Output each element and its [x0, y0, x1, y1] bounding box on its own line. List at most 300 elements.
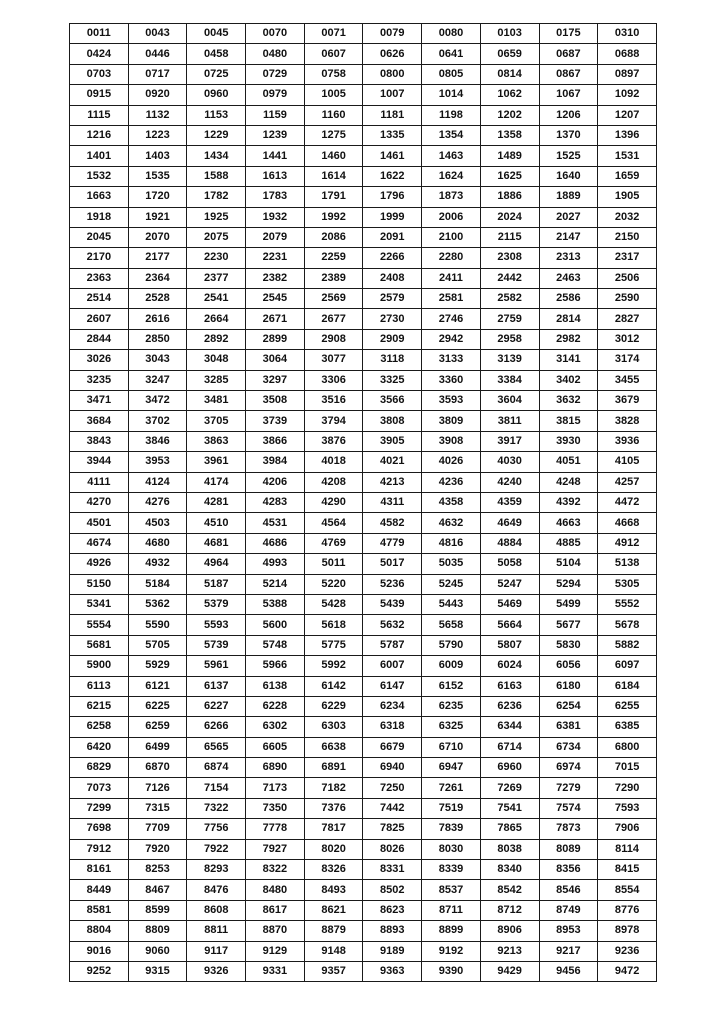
- table-cell: 7756: [187, 819, 246, 839]
- table-cell: 9252: [70, 961, 129, 981]
- table-cell: 2506: [598, 268, 657, 288]
- table-row: [70, 798, 657, 818]
- table-cell: 7873: [539, 819, 598, 839]
- table-row: [70, 961, 657, 981]
- table-cell: 3297: [246, 370, 305, 390]
- table-cell: 3306: [304, 370, 363, 390]
- table-cell: 4674: [70, 533, 129, 553]
- table-cell: 0867: [539, 64, 598, 84]
- table-cell: 4392: [539, 492, 598, 512]
- table-cell: 2579: [363, 289, 422, 309]
- table-cell: 2308: [480, 248, 539, 268]
- table-cell: 5362: [128, 594, 187, 614]
- table-cell: 2616: [128, 309, 187, 329]
- table-cell: 3026: [70, 350, 129, 370]
- table-cell: 4686: [246, 533, 305, 553]
- table-cell: 1401: [70, 146, 129, 166]
- table-cell: 3739: [246, 411, 305, 431]
- table-cell: 1791: [304, 187, 363, 207]
- table-cell: 6679: [363, 737, 422, 757]
- table-cell: 0729: [246, 64, 305, 84]
- table-cell: 4021: [363, 452, 422, 472]
- table-row: [70, 533, 657, 553]
- table-cell: 6121: [128, 676, 187, 696]
- table-cell: 1434: [187, 146, 246, 166]
- table-cell: 4359: [480, 492, 539, 512]
- table-cell: 2091: [363, 227, 422, 247]
- table-row: [70, 227, 657, 247]
- table-cell: 1925: [187, 207, 246, 227]
- table-cell: 1889: [539, 187, 598, 207]
- table-cell: 9016: [70, 941, 129, 961]
- table-cell: 3566: [363, 391, 422, 411]
- table-cell: 5058: [480, 554, 539, 574]
- table-cell: 5011: [304, 554, 363, 574]
- table-cell: 2664: [187, 309, 246, 329]
- table-cell: 8026: [363, 839, 422, 859]
- table-row: [70, 105, 657, 125]
- table-cell: 5341: [70, 594, 129, 614]
- table-cell: 2528: [128, 289, 187, 309]
- table-cell: 8811: [187, 921, 246, 941]
- table-cell: 6638: [304, 737, 363, 757]
- table-cell: 2671: [246, 309, 305, 329]
- table-cell: 6800: [598, 737, 657, 757]
- table-cell: 3794: [304, 411, 363, 431]
- table-cell: 2389: [304, 268, 363, 288]
- table-cell: 2899: [246, 329, 305, 349]
- table-cell: 5790: [422, 635, 481, 655]
- table-cell: 5748: [246, 635, 305, 655]
- table-row: [70, 921, 657, 941]
- table-cell: 0814: [480, 64, 539, 84]
- table-cell: 1198: [422, 105, 481, 125]
- table-cell: 5961: [187, 656, 246, 676]
- table-cell: 0641: [422, 44, 481, 64]
- table-cell: 4174: [187, 472, 246, 492]
- table-cell: 0043: [128, 24, 187, 44]
- table-cell: 6236: [480, 696, 539, 716]
- number-table: [69, 23, 657, 982]
- table-cell: 5830: [539, 635, 598, 655]
- table-row: [70, 717, 657, 737]
- table-cell: 0703: [70, 64, 129, 84]
- table-row: [70, 289, 657, 309]
- table-cell: 0758: [304, 64, 363, 84]
- table-cell: 9331: [246, 961, 305, 981]
- table-cell: 4681: [187, 533, 246, 553]
- table-cell: 0607: [304, 44, 363, 64]
- table-cell: 2115: [480, 227, 539, 247]
- table-cell: 7922: [187, 839, 246, 859]
- table-cell: 3866: [246, 431, 305, 451]
- table-row: [70, 554, 657, 574]
- table-cell: 2442: [480, 268, 539, 288]
- table-cell: 6318: [363, 717, 422, 737]
- table-row: [70, 125, 657, 145]
- table-cell: 4281: [187, 492, 246, 512]
- table-cell: 2541: [187, 289, 246, 309]
- table-row: [70, 391, 657, 411]
- table-cell: 1239: [246, 125, 305, 145]
- table-cell: 7906: [598, 819, 657, 839]
- table-cell: 6254: [539, 696, 598, 716]
- table-cell: 7593: [598, 798, 657, 818]
- table-cell: 7250: [363, 778, 422, 798]
- table-cell: 0688: [598, 44, 657, 64]
- table-cell: 8293: [187, 860, 246, 880]
- table-cell: 1873: [422, 187, 481, 207]
- table-cell: 4668: [598, 513, 657, 533]
- table-cell: 5305: [598, 574, 657, 594]
- table-row: [70, 737, 657, 757]
- table-cell: 1370: [539, 125, 598, 145]
- table-cell: 7015: [598, 758, 657, 778]
- table-cell: 5600: [246, 615, 305, 635]
- table-cell: 0687: [539, 44, 598, 64]
- table-row: [70, 268, 657, 288]
- table-cell: 1531: [598, 146, 657, 166]
- table-cell: 3141: [539, 350, 598, 370]
- table-cell: 9472: [598, 961, 657, 981]
- table-cell: 1062: [480, 85, 539, 105]
- table-cell: 3828: [598, 411, 657, 431]
- table-cell: 1275: [304, 125, 363, 145]
- table-cell: 2363: [70, 268, 129, 288]
- table-cell: 5439: [363, 594, 422, 614]
- table-cell: 7350: [246, 798, 305, 818]
- table-cell: 3705: [187, 411, 246, 431]
- table-cell: 0070: [246, 24, 305, 44]
- table-cell: 4124: [128, 472, 187, 492]
- table-cell: 1159: [246, 105, 305, 125]
- table-cell: 3953: [128, 452, 187, 472]
- table-cell: 6891: [304, 758, 363, 778]
- table-cell: 0071: [304, 24, 363, 44]
- table-cell: 6229: [304, 696, 363, 716]
- table-cell: 3118: [363, 350, 422, 370]
- table-cell: 6714: [480, 737, 539, 757]
- table-row: [70, 696, 657, 716]
- table-cell: 1625: [480, 166, 539, 186]
- table-cell: 2231: [246, 248, 305, 268]
- table-cell: 3247: [128, 370, 187, 390]
- table-cell: 7269: [480, 778, 539, 798]
- table-row: [70, 411, 657, 431]
- table-cell: 5214: [246, 574, 305, 594]
- table-cell: 3944: [70, 452, 129, 472]
- table-cell: 4311: [363, 492, 422, 512]
- table-cell: 6009: [422, 656, 481, 676]
- table-cell: 0480: [246, 44, 305, 64]
- number-table-body: [70, 24, 657, 982]
- table-cell: 8502: [363, 880, 422, 900]
- table-cell: 3516: [304, 391, 363, 411]
- table-cell: 2746: [422, 309, 481, 329]
- table-cell: 3908: [422, 431, 481, 451]
- table-cell: 8480: [246, 880, 305, 900]
- table-cell: 8537: [422, 880, 481, 900]
- table-cell: 2079: [246, 227, 305, 247]
- table-cell: 7541: [480, 798, 539, 818]
- table-row: [70, 860, 657, 880]
- table-cell: 2892: [187, 329, 246, 349]
- table-cell: 3360: [422, 370, 481, 390]
- table-cell: 7315: [128, 798, 187, 818]
- table-cell: 7839: [422, 819, 481, 839]
- table-cell: 0805: [422, 64, 481, 84]
- table-cell: 8038: [480, 839, 539, 859]
- table-cell: 0960: [187, 85, 246, 105]
- table-cell: 4276: [128, 492, 187, 512]
- table-cell: 2942: [422, 329, 481, 349]
- table-cell: 1202: [480, 105, 539, 125]
- table-cell: 8449: [70, 880, 129, 900]
- table-cell: 6325: [422, 717, 481, 737]
- table-cell: 1921: [128, 207, 187, 227]
- table-cell: 6565: [187, 737, 246, 757]
- table-cell: 8581: [70, 900, 129, 920]
- table-row: [70, 166, 657, 186]
- table-cell: 1999: [363, 207, 422, 227]
- table-cell: 3984: [246, 452, 305, 472]
- table-cell: 1007: [363, 85, 422, 105]
- table-cell: 2463: [539, 268, 598, 288]
- table-cell: 8542: [480, 880, 539, 900]
- table-cell: 7912: [70, 839, 129, 859]
- table-cell: 1622: [363, 166, 422, 186]
- table-cell: 6056: [539, 656, 598, 676]
- table-cell: 3139: [480, 350, 539, 370]
- table-cell: 8712: [480, 900, 539, 920]
- table-cell: 6259: [128, 717, 187, 737]
- table-cell: 8331: [363, 860, 422, 880]
- table-cell: 8617: [246, 900, 305, 920]
- table-cell: 2032: [598, 207, 657, 227]
- table-cell: 2827: [598, 309, 657, 329]
- table-cell: 4283: [246, 492, 305, 512]
- table-cell: 4816: [422, 533, 481, 553]
- table-cell: 2147: [539, 227, 598, 247]
- table-cell: 7322: [187, 798, 246, 818]
- table-cell: 1663: [70, 187, 129, 207]
- table-cell: 7519: [422, 798, 481, 818]
- table-cell: 1115: [70, 105, 129, 125]
- table-cell: 7173: [246, 778, 305, 798]
- table-cell: 0424: [70, 44, 129, 64]
- table-cell: 1932: [246, 207, 305, 227]
- table-cell: 2730: [363, 309, 422, 329]
- table-cell: 8608: [187, 900, 246, 920]
- table-cell: 2909: [363, 329, 422, 349]
- table-cell: 9326: [187, 961, 246, 981]
- table-cell: 6420: [70, 737, 129, 757]
- table-cell: 1216: [70, 125, 129, 145]
- table-cell: 1396: [598, 125, 657, 145]
- table-cell: 2150: [598, 227, 657, 247]
- table-cell: 2377: [187, 268, 246, 288]
- table-cell: 7698: [70, 819, 129, 839]
- table-cell: 0800: [363, 64, 422, 84]
- table-cell: 8356: [539, 860, 598, 880]
- table-cell: 6235: [422, 696, 481, 716]
- table-cell: 4993: [246, 554, 305, 574]
- table-cell: 5966: [246, 656, 305, 676]
- table-cell: 4206: [246, 472, 305, 492]
- table-cell: 1354: [422, 125, 481, 145]
- table-cell: 6007: [363, 656, 422, 676]
- table-cell: 1782: [187, 187, 246, 207]
- table-cell: 7709: [128, 819, 187, 839]
- table-cell: 9429: [480, 961, 539, 981]
- table-cell: 2844: [70, 329, 129, 349]
- table-cell: 1160: [304, 105, 363, 125]
- table-row: [70, 778, 657, 798]
- table-cell: 5379: [187, 594, 246, 614]
- table-cell: 1659: [598, 166, 657, 186]
- table-cell: 6890: [246, 758, 305, 778]
- table-cell: 6710: [422, 737, 481, 757]
- table-cell: 0079: [363, 24, 422, 44]
- table-row: [70, 594, 657, 614]
- table-cell: 4510: [187, 513, 246, 533]
- table-cell: 1525: [539, 146, 598, 166]
- table-cell: 8749: [539, 900, 598, 920]
- table-cell: 2024: [480, 207, 539, 227]
- table-cell: 0175: [539, 24, 598, 44]
- table-cell: 5428: [304, 594, 363, 614]
- table-cell: 8253: [128, 860, 187, 880]
- table-cell: 8599: [128, 900, 187, 920]
- table-cell: 8804: [70, 921, 129, 941]
- table-cell: 8326: [304, 860, 363, 880]
- table-cell: 4213: [363, 472, 422, 492]
- table-cell: 4270: [70, 492, 129, 512]
- table-cell: 1796: [363, 187, 422, 207]
- table-cell: 1207: [598, 105, 657, 125]
- table-cell: 7778: [246, 819, 305, 839]
- table-cell: 1441: [246, 146, 305, 166]
- table-cell: 2607: [70, 309, 129, 329]
- table-cell: 1067: [539, 85, 598, 105]
- table-cell: 5900: [70, 656, 129, 676]
- table-cell: 3508: [246, 391, 305, 411]
- table-cell: 6829: [70, 758, 129, 778]
- table-cell: 8776: [598, 900, 657, 920]
- table-cell: 4248: [539, 472, 598, 492]
- table-cell: 5220: [304, 574, 363, 594]
- table-cell: 5499: [539, 594, 598, 614]
- table-cell: 1614: [304, 166, 363, 186]
- table-cell: 7817: [304, 819, 363, 839]
- table-cell: 1535: [128, 166, 187, 186]
- table-cell: 5787: [363, 635, 422, 655]
- table-cell: 5658: [422, 615, 481, 635]
- table-cell: 3384: [480, 370, 539, 390]
- table-cell: 5593: [187, 615, 246, 635]
- table-cell: 0626: [363, 44, 422, 64]
- table-cell: 5882: [598, 635, 657, 655]
- table-cell: 9117: [187, 941, 246, 961]
- table-cell: 0979: [246, 85, 305, 105]
- table-cell: 5187: [187, 574, 246, 594]
- table-cell: 6137: [187, 676, 246, 696]
- table-row: [70, 248, 657, 268]
- table-cell: 8879: [304, 921, 363, 941]
- table-row: [70, 513, 657, 533]
- table-cell: 7073: [70, 778, 129, 798]
- table-cell: 2982: [539, 329, 598, 349]
- table-cell: 1461: [363, 146, 422, 166]
- table-cell: 3815: [539, 411, 598, 431]
- table-cell: 3012: [598, 329, 657, 349]
- table-cell: 2908: [304, 329, 363, 349]
- table-cell: 9315: [128, 961, 187, 981]
- table-cell: 5681: [70, 635, 129, 655]
- table-cell: 9148: [304, 941, 363, 961]
- table-cell: 2070: [128, 227, 187, 247]
- table-cell: 0446: [128, 44, 187, 64]
- table-cell: 8870: [246, 921, 305, 941]
- table-cell: 4290: [304, 492, 363, 512]
- table-cell: 5294: [539, 574, 598, 594]
- table-cell: 7574: [539, 798, 598, 818]
- table-cell: 5929: [128, 656, 187, 676]
- table-cell: 2382: [246, 268, 305, 288]
- table-cell: 3863: [187, 431, 246, 451]
- table-cell: 2545: [246, 289, 305, 309]
- table-cell: 9129: [246, 941, 305, 961]
- table-cell: 8554: [598, 880, 657, 900]
- table-cell: 1153: [187, 105, 246, 125]
- table-cell: 8623: [363, 900, 422, 920]
- table-row: [70, 900, 657, 920]
- table-cell: 9213: [480, 941, 539, 961]
- table-cell: 4018: [304, 452, 363, 472]
- table-cell: 1532: [70, 166, 129, 186]
- table-cell: 1005: [304, 85, 363, 105]
- table-cell: 4051: [539, 452, 598, 472]
- table-cell: 5247: [480, 574, 539, 594]
- table-cell: 3043: [128, 350, 187, 370]
- table-cell: 0717: [128, 64, 187, 84]
- table-cell: 1335: [363, 125, 422, 145]
- table-cell: 2586: [539, 289, 598, 309]
- table-cell: 5388: [246, 594, 305, 614]
- table-cell: 3235: [70, 370, 129, 390]
- table-cell: 0659: [480, 44, 539, 64]
- table-cell: 8161: [70, 860, 129, 880]
- table-cell: 2759: [480, 309, 539, 329]
- table-cell: 9363: [363, 961, 422, 981]
- table-cell: 1463: [422, 146, 481, 166]
- table-cell: 8893: [363, 921, 422, 941]
- table-cell: 7279: [539, 778, 598, 798]
- table-cell: 2581: [422, 289, 481, 309]
- table-cell: 6385: [598, 717, 657, 737]
- table-cell: 8493: [304, 880, 363, 900]
- table-cell: 4208: [304, 472, 363, 492]
- table-row: [70, 819, 657, 839]
- table-cell: 1358: [480, 125, 539, 145]
- table-cell: 2569: [304, 289, 363, 309]
- table-cell: 0897: [598, 64, 657, 84]
- table-cell: 4236: [422, 472, 481, 492]
- table-cell: 3593: [422, 391, 481, 411]
- table-cell: 3077: [304, 350, 363, 370]
- table-row: [70, 329, 657, 349]
- table-cell: 2006: [422, 207, 481, 227]
